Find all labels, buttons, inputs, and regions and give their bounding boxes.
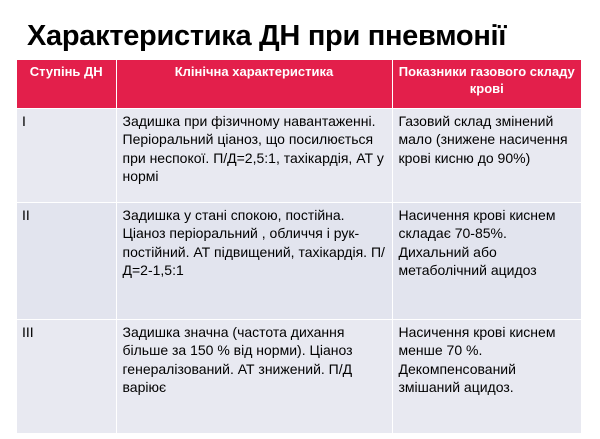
stage-cell: I — [17, 108, 116, 202]
dn-characteristics-table — [17, 60, 581, 433]
slide-title: Характеристика ДН при пневмонії — [27, 20, 507, 52]
header-stage: Ступінь ДН — [17, 60, 116, 108]
gas-cell: Насичення крові киснем менше 70 %. Декомпенсований змішаний ацидоз. — [392, 319, 581, 433]
gas-cell: Газовий склад змінений мало (знижене насичення крові кисню до 90%) — [392, 108, 581, 202]
header-gas-composition: Показники газового складу крові — [392, 60, 581, 108]
table-row — [17, 319, 581, 433]
stage-cell: III — [17, 319, 116, 433]
table-row — [17, 108, 581, 202]
stage-cell: II — [17, 202, 116, 319]
clinical-cell: Задишка при фізичному навантаженні. Періоральний ціаноз, що посилюється при неспокої. П/Д=2,5:1, тахікардія, АТ у нормі — [116, 108, 392, 202]
table-header-row — [17, 60, 581, 108]
clinical-cell: Задишка у стані спокою, постійна. Ціаноз періоральний , обличчя і рук-постійний. АТ підвищений, тахікардія. П/Д=2-1,5:1 — [116, 202, 392, 319]
header-clinical: Клінічна характеристика — [116, 60, 392, 108]
gas-cell: Насичення крові киснем складає 70-85%. Дихальний або метаболічний ацидоз — [392, 202, 581, 319]
clinical-cell: Задишка значна (частота дихання більше за 150 % від норми). Ціаноз генералізований. АТ знижений. П/Д варіює — [116, 319, 392, 433]
table-row — [17, 202, 581, 319]
